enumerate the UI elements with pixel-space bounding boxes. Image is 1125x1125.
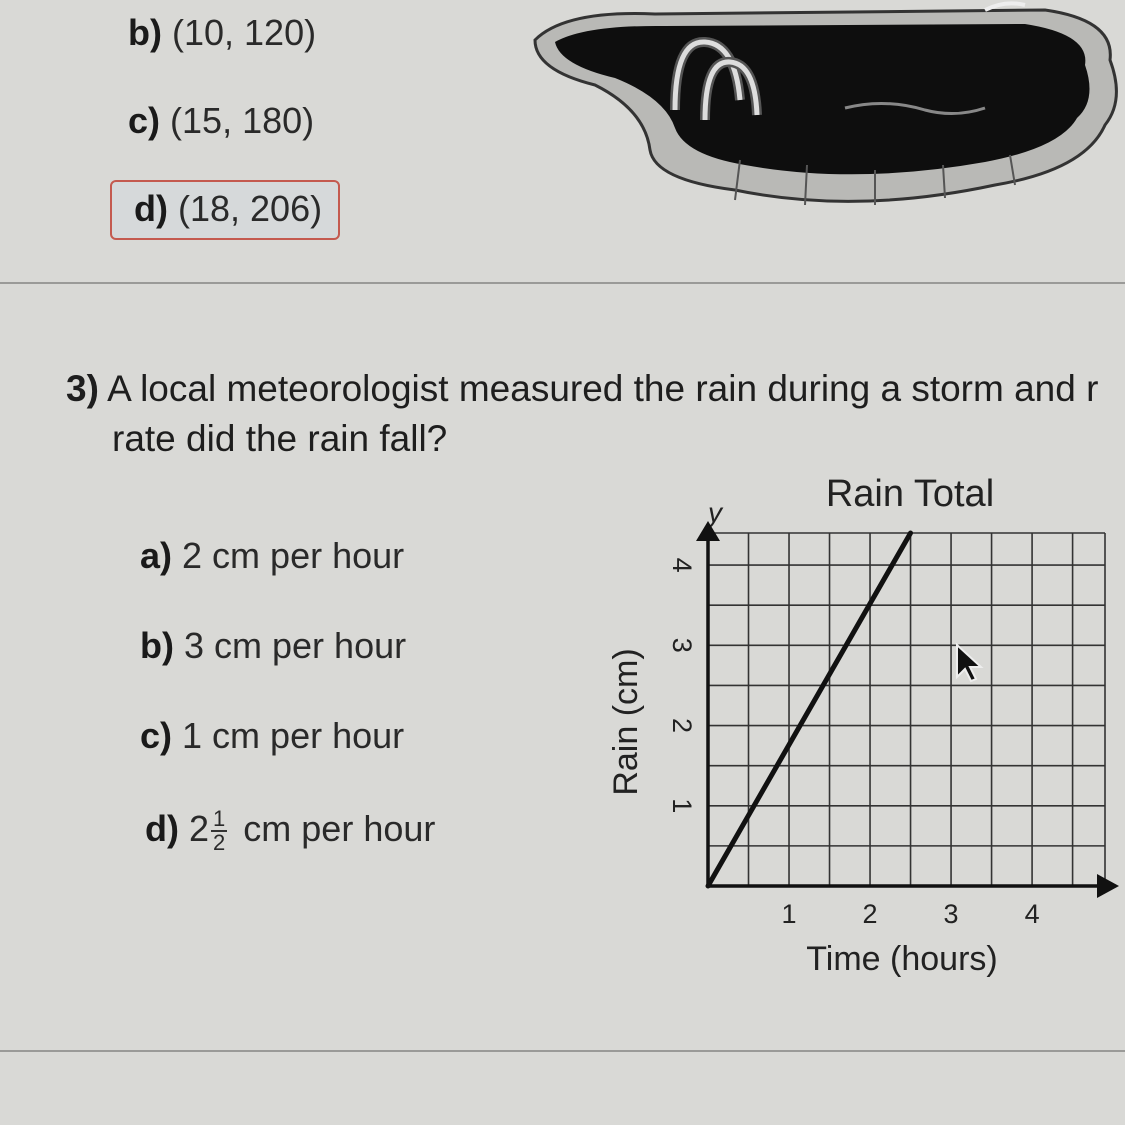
series-line: [708, 533, 911, 886]
choice-a[interactable]: [140, 535, 404, 577]
choice-text: (15, 180): [170, 100, 315, 141]
section-divider: [0, 282, 1125, 284]
x-tick-label: 3: [943, 899, 959, 929]
question-line-2: rate did the rain fall?: [112, 418, 448, 459]
choice-letter: d): [134, 188, 168, 229]
prev-choice-d-selected[interactable]: [110, 180, 340, 240]
y-tick-label: 4: [666, 557, 697, 573]
pool-illustration: [525, 0, 1125, 230]
choice-b[interactable]: [140, 625, 406, 667]
choice-letter: c): [128, 100, 161, 141]
choice-c[interactable]: [140, 715, 404, 757]
choice-letter: d): [145, 808, 179, 849]
choice-letter: c): [140, 715, 173, 756]
choice-letter: a): [140, 535, 173, 576]
fraction: [211, 808, 227, 854]
choice-text: (18, 206): [178, 188, 323, 229]
choice-text: cm per hour: [243, 808, 436, 849]
choice-whole: 2: [189, 808, 210, 849]
y-tick-label: 1: [666, 798, 697, 814]
choice-letter: b): [128, 12, 162, 53]
question-text-1: A local meteorologist measured the rain during a storm and r: [107, 368, 1099, 409]
y-tick-label: 2: [666, 718, 697, 734]
question-number: 3): [66, 368, 99, 409]
chart-title: Rain Total: [825, 473, 995, 515]
mouse-cursor-icon: [955, 643, 995, 683]
choice-text: 2 cm per hour: [182, 535, 405, 576]
x-tick-label: 4: [1024, 899, 1040, 929]
fraction-numerator: 1: [213, 806, 226, 832]
choice-text: 1 cm per hour: [182, 715, 405, 756]
y-tick-label: 3: [666, 637, 697, 653]
choice-letter: b): [140, 625, 174, 666]
prev-choice-c[interactable]: [128, 100, 314, 142]
x-tick-label: 1: [781, 899, 797, 929]
choice-text: (10, 120): [172, 12, 317, 53]
choice-text: 3 cm per hour: [184, 625, 407, 666]
x-tick-label: 2: [862, 899, 878, 929]
x-axis-arrow: [1097, 874, 1119, 898]
choice-d[interactable]: [145, 808, 435, 854]
bottom-divider: [0, 1050, 1125, 1052]
rain-total-chart: [565, 440, 1125, 1000]
y-axis-letter: y: [708, 497, 722, 528]
prev-choice-b[interactable]: [128, 12, 316, 54]
y-axis-label: Rain (cm): [607, 648, 645, 796]
question-line-1: [66, 368, 1098, 410]
fraction-denominator: 2: [213, 830, 226, 856]
x-axis-label: Time (hours): [806, 940, 998, 978]
